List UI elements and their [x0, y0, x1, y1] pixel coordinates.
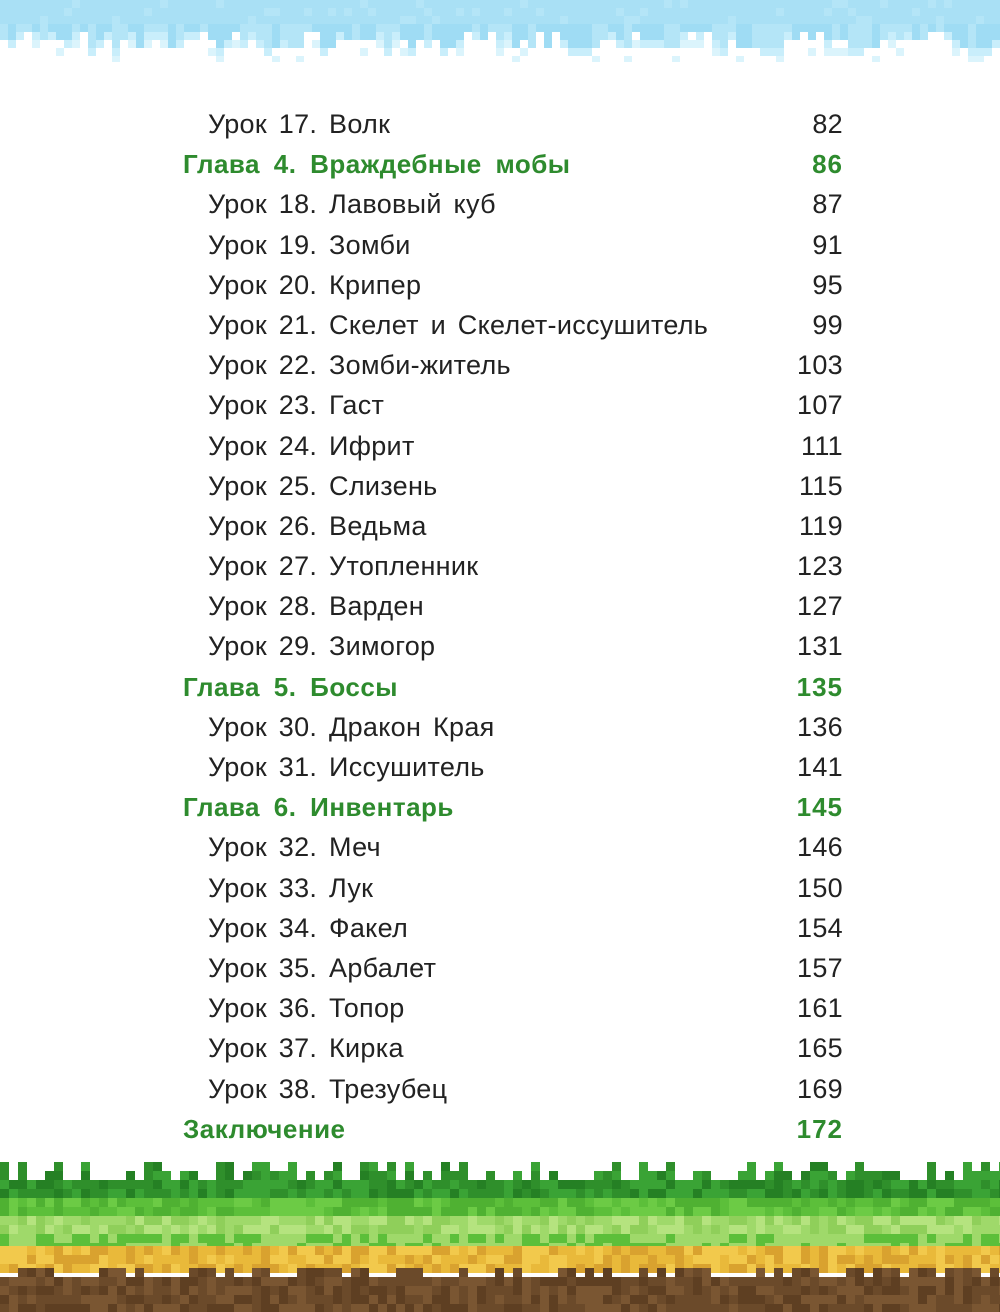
toc-entry-title: Урок 28. Варден — [208, 591, 424, 622]
toc-entry-lesson — [183, 546, 843, 586]
toc-entry-page: 111 — [801, 430, 843, 461]
toc-entry-title: Урок 24. Ифрит — [208, 430, 415, 461]
toc-entry-lesson — [183, 184, 843, 224]
toc-entry-title: Урок 22. Зомби-житель — [208, 350, 511, 381]
toc-entry-title: Урок 27. Утопленник — [208, 551, 479, 582]
toc-entry-title: Урок 20. Крипер — [208, 269, 422, 300]
toc-entry-page: 115 — [799, 470, 843, 501]
toc-entry-title: Урок 31. Иссушитель — [208, 752, 485, 782]
toc-entry-page: 154 — [797, 912, 843, 943]
toc-entry-page: 103 — [797, 350, 843, 381]
toc-entry-page: 172 — [796, 1113, 843, 1144]
toc-entry-chapter — [183, 787, 843, 827]
table-of-contents — [183, 104, 843, 1149]
toc-entry-lesson — [183, 1069, 843, 1109]
toc-entry-page: 150 — [797, 872, 843, 903]
toc-entry-chapter — [183, 667, 843, 707]
toc-entry-page: 91 — [812, 229, 843, 260]
toc-entry-lesson — [183, 626, 843, 666]
pixel-sky-pattern — [0, 0, 1000, 62]
toc-entry-title: Урок 23. Гаст — [208, 390, 385, 421]
toc-entry-lesson — [183, 305, 843, 345]
toc-entry-title: Урок 38. Трезубец — [208, 1073, 448, 1104]
toc-entry-chapter — [183, 1109, 843, 1149]
toc-entry-title: Урок 19. Зомби — [208, 229, 411, 260]
toc-entry-page: 107 — [797, 390, 843, 421]
toc-entry-page: 135 — [796, 671, 843, 702]
toc-entry-lesson — [183, 988, 843, 1028]
toc-entry-page: 99 — [812, 309, 843, 340]
toc-entry-lesson — [183, 466, 843, 506]
toc-entry-lesson — [183, 385, 843, 425]
pixel-ground-pattern — [0, 1162, 1000, 1312]
toc-entry-lesson — [183, 506, 843, 546]
toc-entry-page: 136 — [797, 711, 843, 742]
toc-entry-page: 82 — [812, 109, 843, 139]
toc-entry-title: Урок 26. Ведьма — [208, 510, 427, 541]
toc-entry-title: Глава 5. Боссы — [183, 671, 399, 702]
toc-entry-page: 123 — [797, 551, 843, 582]
toc-entry-title: Урок 34. Факел — [208, 912, 409, 943]
toc-entry-title: Урок 29. Зимогор — [208, 631, 436, 662]
pixel-sky-border — [0, 0, 1000, 62]
toc-entry-lesson — [183, 868, 843, 908]
toc-entry-title: Урок 17. Волк — [208, 109, 391, 139]
toc-entry-title: Заключение — [183, 1113, 346, 1144]
toc-entry-title: Урок 21. Скелет и Скелет-иссушитель — [208, 309, 709, 340]
toc-entry-title: Урок 33. Лук — [208, 872, 374, 903]
toc-entry-title: Урок 32. Меч — [208, 832, 381, 863]
toc-entry-lesson — [183, 1028, 843, 1068]
toc-entry-lesson — [183, 426, 843, 466]
toc-entry-title: Урок 36. Топор — [208, 993, 405, 1024]
pixel-grass-ground-border — [0, 1162, 1000, 1312]
toc-entry-page: 165 — [797, 1033, 843, 1064]
toc-entry-title: Урок 37. Кирка — [208, 1033, 404, 1064]
toc-entry-lesson — [183, 827, 843, 867]
toc-entry-page: 131 — [797, 631, 843, 662]
toc-entry-lesson — [183, 707, 843, 747]
toc-entry-lesson — [183, 586, 843, 626]
toc-entry-lesson — [183, 345, 843, 385]
toc-entry-lesson — [183, 104, 843, 144]
toc-entry-title: Урок 35. Арбалет — [208, 952, 437, 983]
toc-entry-page: 119 — [799, 510, 843, 541]
toc-entry-title: Урок 25. Слизень — [208, 470, 438, 501]
toc-entry-page: 169 — [797, 1073, 843, 1104]
toc-entry-page: 87 — [812, 189, 843, 220]
toc-entry-page: 95 — [812, 269, 843, 300]
toc-entry-lesson — [183, 908, 843, 948]
toc-entry-page: 127 — [797, 591, 843, 622]
toc-entry-title: Урок 30. Дракон Края — [208, 711, 495, 742]
toc-entry-page: 157 — [797, 952, 843, 983]
toc-entry-page: 161 — [797, 993, 843, 1024]
toc-entry-title: Урок 18. Лавовый куб — [208, 189, 496, 220]
toc-entry-page: 86 — [812, 149, 843, 180]
toc-entry-lesson — [183, 948, 843, 988]
toc-entry-chapter — [183, 144, 843, 184]
toc-entry-page: 146 — [797, 832, 843, 863]
toc-entry-lesson — [183, 265, 843, 305]
toc-entry-page: 141 — [797, 752, 843, 782]
toc-entry-title: Глава 4. Враждебные мобы — [183, 149, 571, 180]
toc-entry-page: 145 — [796, 792, 843, 823]
toc-entry-lesson — [183, 225, 843, 265]
toc-entry-lesson — [183, 747, 843, 787]
toc-entry-title: Глава 6. Инвентарь — [183, 792, 454, 823]
